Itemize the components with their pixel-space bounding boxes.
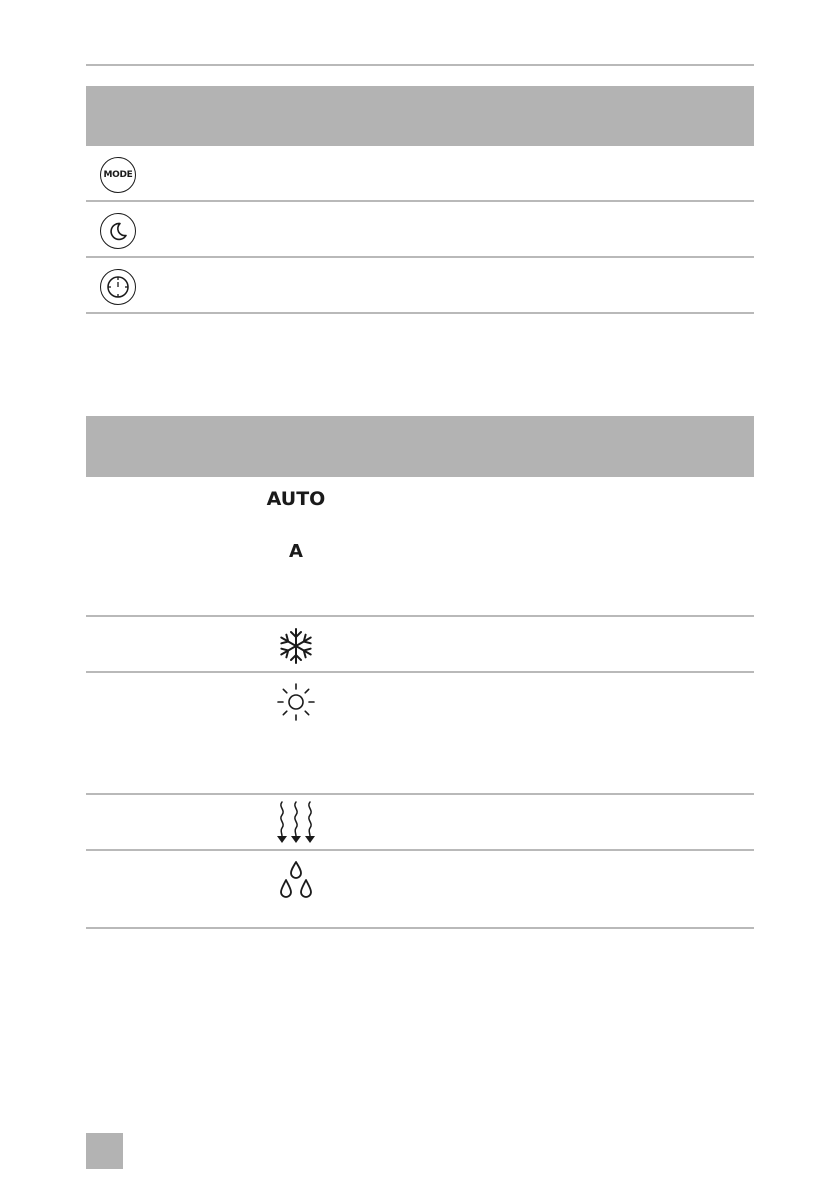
buttons-row-divider bbox=[86, 200, 754, 202]
page-number-marker bbox=[86, 1133, 123, 1169]
buttons-table-header bbox=[86, 86, 754, 146]
modes-table-bottom bbox=[86, 927, 754, 929]
buttons-table-bottom bbox=[86, 312, 754, 314]
modes-row-divider bbox=[86, 615, 754, 617]
auto-mode-short-symbol: A bbox=[289, 541, 303, 562]
moon-sleep-icon bbox=[100, 213, 136, 249]
modes-row-divider bbox=[86, 671, 754, 673]
mode-button-icon bbox=[100, 157, 136, 193]
snowflake-icon bbox=[277, 627, 315, 665]
modes-row-divider bbox=[86, 793, 754, 795]
buttons-row-divider bbox=[86, 256, 754, 258]
mode-button-label: MODE bbox=[103, 170, 133, 180]
top-rule bbox=[86, 64, 754, 66]
water-drops-icon bbox=[278, 860, 314, 902]
modes-table-header bbox=[86, 416, 754, 477]
clock-timer-icon bbox=[100, 269, 136, 305]
auto-mode-symbol: AUTO bbox=[266, 488, 326, 510]
heat-arrows-icon bbox=[274, 800, 318, 846]
sun-icon bbox=[276, 682, 316, 722]
modes-row-divider bbox=[86, 849, 754, 851]
